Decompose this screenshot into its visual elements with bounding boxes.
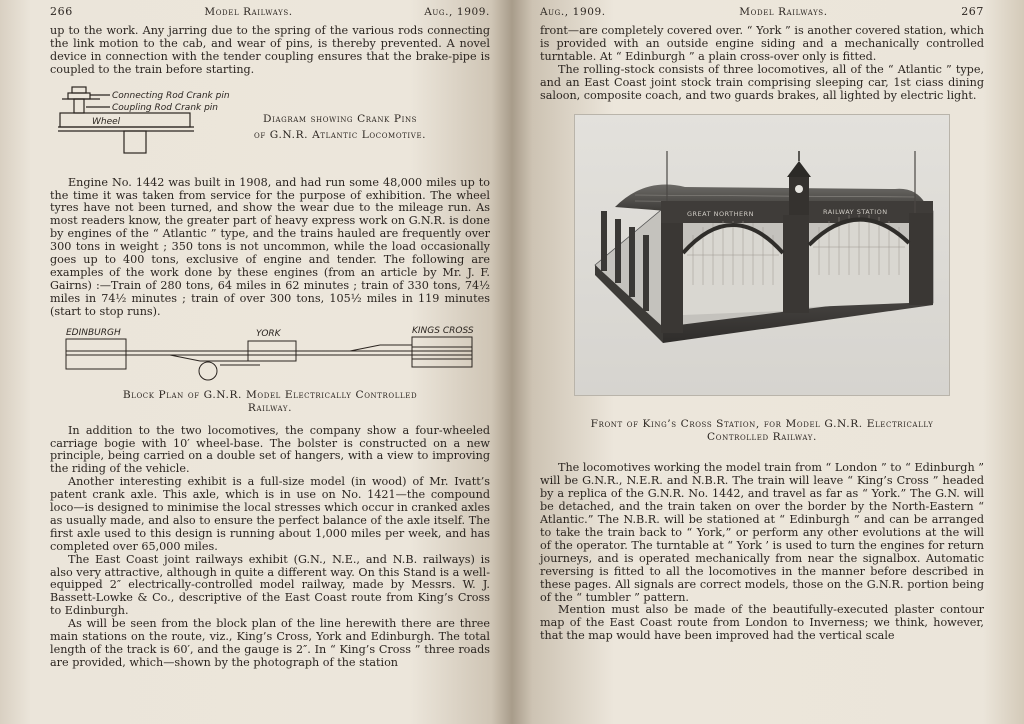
caption-line: Controlled Railway. [707,431,817,444]
running-title: Model Railways. [739,6,828,18]
right-page [512,0,1024,724]
issue-date: Aug., 1909. [424,6,490,18]
label-coupling-rod: Coupling Rod Crank pin [112,102,219,113]
block-plan-diagram [50,325,490,389]
page-number: 266 [50,5,73,18]
running-head-left [50,0,490,25]
paragraph: In addition to the two locomotives, the company show a four-wheeled carriage bogie with 10′ wheel-base. The bolster is constructed on a new principle, being carried on a double set of hangers, with a view to improving the riding of the vehicle. [50,423,490,476]
running-head-right [540,0,984,25]
caption-line: of G.N.R. Atlantic Locomotive. [254,128,427,141]
crank-diagram-figure [50,81,490,173]
label-york: YORK [256,328,281,339]
label-edinburgh: EDINBURGH [66,327,121,338]
issue-date: Aug., 1909. [540,6,606,18]
caption-line: Diagram showing Crank Pins [263,112,418,125]
paragraph: front—are completely covered over. “ York ” is another covered station, which is provided with an outside engine siding and a mechanically controlled turntable. At “ Edinburgh ” a plain cross-over only is fitted. [540,24,984,63]
paragraph: Another interesting exhibit is a full-size model (in wood) of Mr. Ivatt’s patent crank axle. This axle, which is in use on No. 1421—the compound loco—is designed to minimise the local stresses which occur in cranked axles as usually made, and also to ensure the perfect balance of the axle itself. The first axle used to this design is running about 1,000 miles per week, and has completed over 65,000 miles. [50,475,490,553]
label-kings-cross: KINGS CROSS [412,325,474,336]
kings-cross-model-image [575,115,949,395]
station-sign-left: GREAT NORTHERN [687,210,755,219]
station-photograph [574,114,950,396]
paragraph: up to the work. Any jarring due to the spring of the various rods connecting the link motion to the cab, and wear of pins, is thereby prevented. A novel device in connection with the tender coupling ensures that the brake-pipe is coupled to the train before starting. [50,24,490,76]
paragraph: The rolling-stock consists of three locomotives, all of the “ Atlantic ” type, and an East Coast joint stock train comprising sleeping car, 1st ciass dining saloon, composite coach, and two guards brakes, all lighted by electric light. [540,62,984,102]
block-plan-caption [50,389,490,415]
running-title: Model Railways. [204,6,293,18]
caption-line: Block Plan of G.N.R. Model Electrically Controlled [122,388,418,401]
paragraph: Engine No. 1442 was built in 1908, and had run some 48,000 miles up to the time it was taken from service for the purpose of exhibition. The wheel tyres have not been turned, and show the wear due to the mileage run. As most readers know, the greater part of heavy express work on G.N.R. is done by engines of the “ Atlantic ” type, and the trains hauled are frequently over 300 tons in weight ; 350 tons is not uncommon, while the load occasionally goes up to 400 tons, exclusive of engine and tender. The following are examples of the work done by these engines (from an article by Mr. J. F. Gairns) :—Train of 280 tons, 64 miles in 62 minutes ; train of 330 tons, 74½ miles in 74½ minutes ; train of over 300 tons, 105½ miles in 119 minutes (start to stop runs). [50,175,490,318]
page-number: 267 [961,5,984,18]
label-connecting-rod: Connecting Rod Crank pin [112,90,230,101]
crank-pin-diagram [50,81,250,173]
paragraph: The East Coast joint railways exhibit (G.N., N.E., and N.B. railways) is also very attractive, although in quite a different way. On this Stand is a well-equipped 2″ electrically-controlled model railway, made by Messrs. W. J. Bassett-Lowke & Co., descriptive of the East Coast route from King’s Cross to Edinburgh. [50,552,490,618]
paragraph: Mention must also be made of the beautifully-executed plaster contour map of the East Coast route from London to Inverness; we think, however, that the map would have been improved had the vertical scale [540,603,984,643]
paragraph: As will be seen from the block plan of the line herewith there are three main stations on the route, viz., King’s Cross, York and Edinburgh. The total length of the track is 60′, and the gauge is 2″. In “ King’s Cross ” three roads are provided, which—shown by the photograph of the station [50,617,490,669]
station-sign-right: RAILWAY STATION [823,208,888,217]
label-wheel: Wheel [92,116,121,127]
paragraph: The locomotives working the model train from “ London ” to “ Edinburgh ” will be G.N.R., N.E.R. and N.B.R. The train will leave “ King’s Cross ” headed by a replica of the G.N.R. No. 1442, and travel as far as “ York.” The G.N. will be detached, and the train taken on over the border by the North-Eastern “ Atlantic.” The N.B.R. will be stationed at “ Edinburgh ” and can be arranged to take the train back to “ York,” or perform any other evolutions at the will of the operator. The turntable at “ York ’ is used to turn the engines for return journeys, and is operated mechanically from near the signalbox. Automatic reversing is fitted to all the locomotives in the manner before described in these pages. All signals are correct models, those on the G.N.R. portion being of the “ tumbler ” pattern. [540,461,984,604]
caption-line: Railway. [247,401,293,414]
crank-diagram-caption [254,111,426,143]
caption-line: Front of King’s Cross Station, for Model G.N.R. Electrically [590,418,934,431]
photo-caption [540,418,984,444]
